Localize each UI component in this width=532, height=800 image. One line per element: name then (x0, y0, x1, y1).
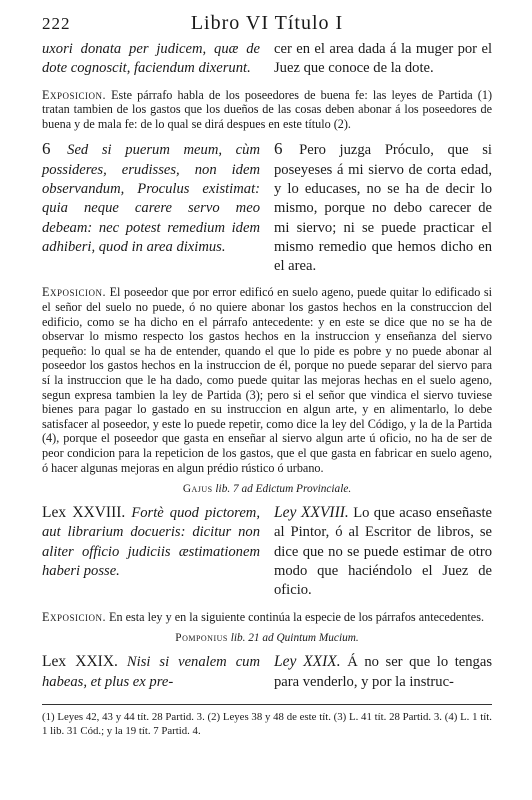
exposicion-text: Este párrafo habla de los poseedores de buena fe: las leyes de Partida (1) tratan tambien de los gastos que los dueños de las cosas deben abonar á los poseedores de buena y de mala fe: de lo qual se dirá despues en este título (2). (42, 87, 493, 131)
latin-text-2 (42, 139, 260, 276)
spanish-body: Lo que acaso enseñaste al Pintor, ó al Escritor de libros, se dice que no se puede estimar de otro modo que haciéndolo el Juez de oficio. (274, 505, 492, 599)
spanish-text-3 (274, 503, 492, 600)
ley-heading: Ley XXIX. (274, 653, 341, 671)
latin-text-3 (42, 503, 260, 600)
spanish-text-1: cer en el area dada á la muger por el Juez que conoce de la dote. (274, 41, 492, 77)
attribution-2 (42, 632, 492, 644)
paragraph-pair-4 (42, 652, 492, 692)
attribution-source: lib. 7 ad Edictum Provinciale. (215, 483, 352, 496)
ley-heading: Ley XXVIII. (274, 504, 349, 522)
latin-body: Sed si puerum meum, cùm possideres, erudisses, non idem observandum, Proculus existimat: quia neque carere servo meo debeam: nec potest remedium idem adhiberi, quod in area diximus. (42, 142, 260, 255)
paragraph-pair-3 (42, 503, 492, 600)
latin-text-1: uxori donata per judicem, quæ de dote cognoscit, faciendum dixerunt. (42, 41, 260, 77)
attribution-author: Gajus (182, 483, 213, 496)
spanish-body: Pero juzga Próculo, que si poseyeses á mi siervo de corta edad, y lo educases, no se ha de decir lo mismo, porque no debo carecer de mi siervo; ni se puede practicar el mismo remedio que hemos dicho en el area. (274, 142, 492, 275)
page-number: 222 (42, 14, 71, 33)
section-number: 6 (42, 139, 51, 159)
latin-body: Nisi si venalem cum habeas, et plus ex pre- (42, 654, 261, 690)
section-number: 6 (274, 139, 283, 159)
spanish-text-2 (274, 139, 492, 276)
attribution-1 (42, 483, 492, 495)
exposicion-2 (42, 285, 492, 475)
latin-text-4 (42, 652, 260, 692)
exposicion-3 (42, 610, 492, 625)
attribution-source: lib. 21 ad Quintum Mucium. (230, 632, 359, 645)
spanish-text-4 (274, 652, 492, 692)
paragraph-pair-1 (42, 40, 492, 79)
page-header (42, 10, 492, 40)
exposicion-lead: Exposicion. (42, 285, 106, 300)
page (42, 10, 492, 738)
footnote-rule (42, 704, 492, 705)
exposicion-lead: Exposicion. (42, 609, 106, 624)
attribution-author: Pomponius (175, 632, 228, 645)
lex-heading: Lex XXIX. (42, 653, 118, 671)
lex-heading: Lex XXVIII. (42, 504, 126, 522)
exposicion-1 (42, 88, 492, 132)
exposicion-text: En esta ley y en la siguiente continúa la especie de los párrafos antecedentes. (109, 609, 484, 624)
latin-body: Fortè quod pictorem, aut librarium docueris: dicitur non aliter officio judiciis æstimationem haberi posse. (42, 505, 260, 580)
paragraph-pair-2 (42, 139, 492, 276)
running-head: Libro VI Título I (190, 12, 344, 34)
exposicion-text: El poseedor que por error edificó en suelo ageno, puede quitar lo edificado si el señor del suelo no puede, ó no quiere abonar los gastos hechos en la construccion del edificio, como se ha dicho en el párrafo antecedente: y en este se dice que no se ha de observar lo mismo respecto los gastos hechos en la instruccion y enseñanza del siervo pequeño: lo qual se ha de entender, quando el que lo pide es pobre y no puede abonar al poseedor los gastos hechos en la instruccion de él, porque no puede separar del siervo para sí la instruccion que le ha dado, como puede quitar las mejoras hechas en el suelo ageno, segun expresa tambien la ley de Partida (3); pero si el señor que vindica el siervo tuviese bienes para pagar lo gastado en su instruccion en algun arte, y en alimentarlo, lo debe satisfacer al poseedor, y este lo puede repetir, como dice la ley del Código, y la de la Partida (4), porque el poseedor que gasta en enseñar al siervo algun arte ú oficio, no ha de ser de peor condicion para la repeticion de los gastos, que el que gasta en fabricar en suelo ageno, ó hacer algunas mejoras en algun prédio rústico ó urbano. (42, 285, 493, 475)
spanish-body: Á no ser que lo tengas para venderlo, y por la instruc- (274, 654, 492, 690)
footnotes: (1) Leyes 42, 43 y 44 tít. 28 Partid. 3. (2) Leyes 38 y 48 de este tít. (3) L. 41 tít. 28 Partid. 3. (4) L. 1 tít. 1 lib. 31 Cód.; y la 19 tít. 7 Partid. 4. (42, 710, 492, 737)
exposicion-lead: Exposicion. (42, 87, 106, 102)
